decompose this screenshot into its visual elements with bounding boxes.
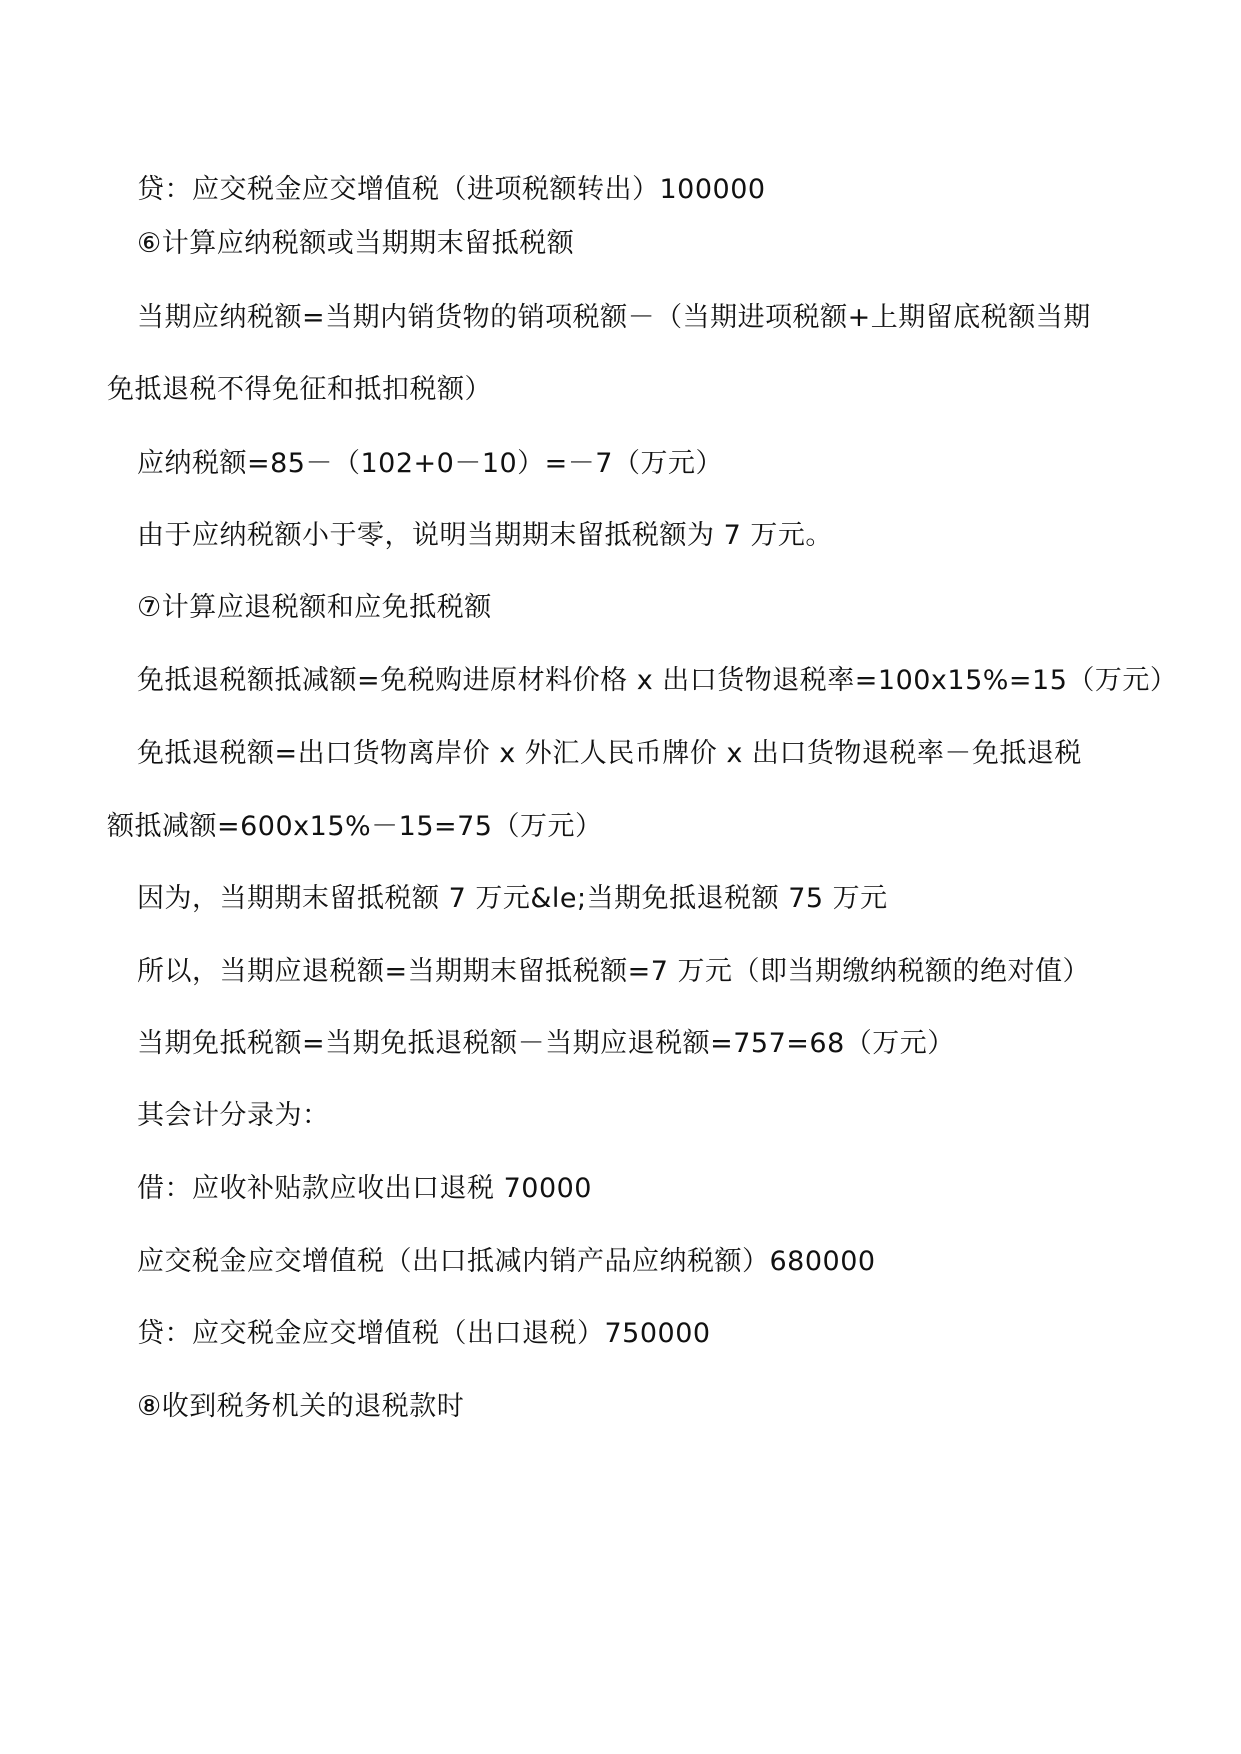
paragraph-debit-entry-2: 应交税金应交增值税（出口抵减内销产品应纳税额）680000	[137, 1246, 876, 1277]
paragraph-exempt-refund-line-1: 免抵退税额=出口货物离岸价 x 外汇人民币牌价 x 出口货物退税率－免抵退税	[137, 738, 1082, 769]
paragraph-exempt-refund-line-2: 额抵减额=600x15%－15=75（万元）	[107, 811, 603, 842]
paragraph-tax-payable-calc: 应纳税额=85－（102+0－10）=－7（万元）	[137, 448, 723, 479]
paragraph-credit-entry: 贷：应交税金应交增值税（出口退税）750000	[137, 1318, 711, 1349]
paragraph-exempt-tax-amount: 当期免抵税额=当期免抵退税额－当期应退税额=757=68（万元）	[137, 1028, 955, 1059]
paragraph-accounting-entry-intro: 其会计分录为：	[137, 1100, 330, 1131]
paragraph-credit-input-tax-transfer: 贷：应交税金应交增值税（进项税额转出）100000	[137, 174, 766, 205]
paragraph-therefore: 所以，当期应退税额=当期期末留抵税额=7 万元（即当期缴纳税额的绝对值）	[137, 956, 1091, 987]
paragraph-debit-entry: 借：应收补贴款应收出口退税 70000	[137, 1173, 592, 1204]
heading-step-7: ⑦计算应退税额和应免抵税额	[137, 592, 492, 623]
paragraph-formula-line-2: 免抵退税不得免征和抵扣税额）	[107, 374, 492, 405]
heading-step-6: ⑥计算应纳税额或当期期末留抵税额	[137, 228, 575, 259]
paragraph-because: 因为，当期期末留抵税额 7 万元&le;当期免抵退税额 75 万元	[137, 883, 888, 914]
paragraph-deduction-amount: 免抵退税额抵减额=免税购进原材料价格 x 出口货物退税率=100x15%=15（万元）	[137, 665, 1178, 696]
heading-step-8: ⑧收到税务机关的退税款时	[137, 1391, 465, 1422]
paragraph-formula-line-1: 当期应纳税额=当期内销货物的销项税额－（当期进项税额+上期留底税额当期	[137, 302, 1091, 333]
paragraph-tax-below-zero: 由于应纳税额小于零，说明当期期末留抵税额为 7 万元。	[137, 520, 833, 551]
